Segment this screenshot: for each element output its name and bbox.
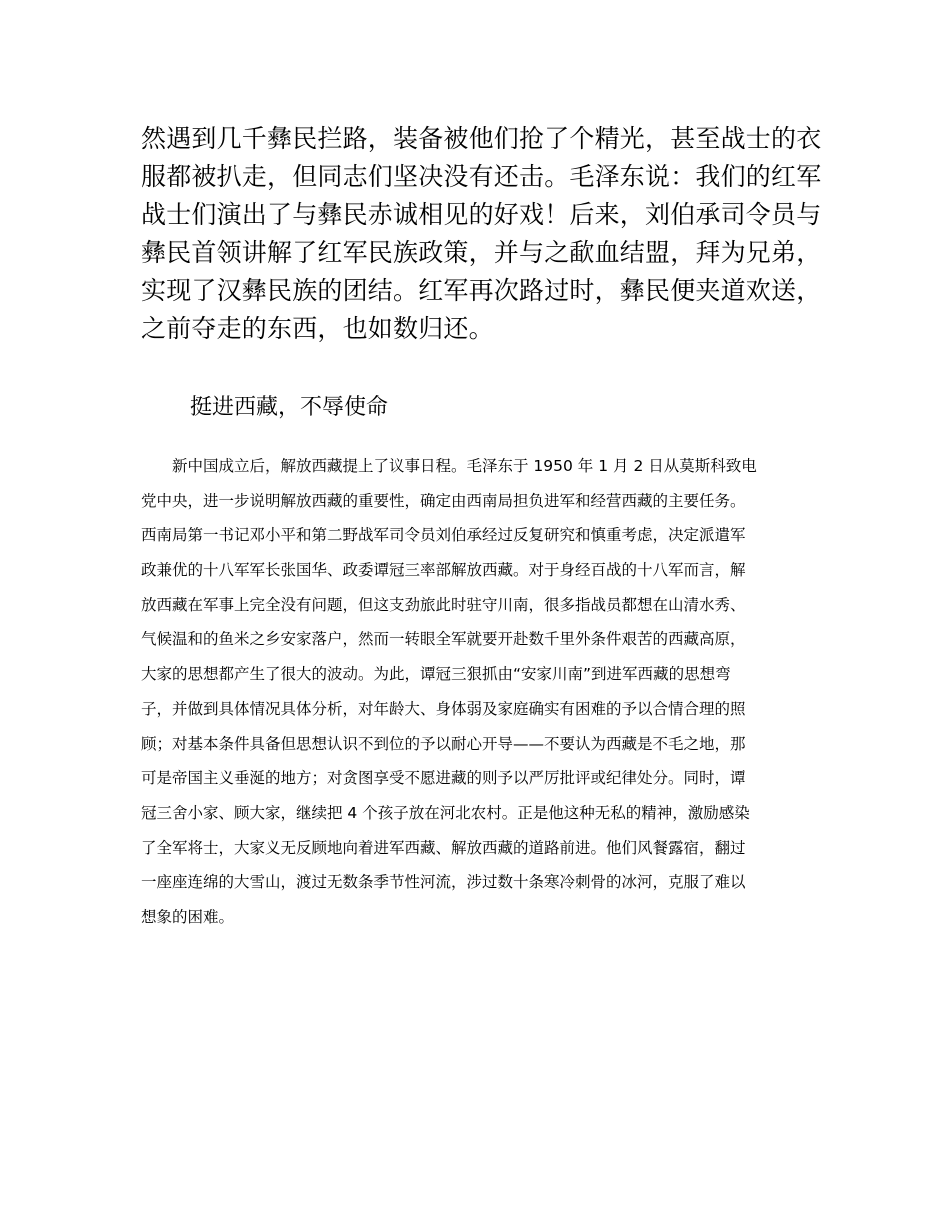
lead-paragraph <box>141 120 821 348</box>
lead-paragraph-line: 彝民首领讲解了红军民族政策，并与之歃血结盟，拜为兄弟， <box>141 238 822 267</box>
body-paragraph-line: 放西藏在军事上完全没有问题，但这支劲旅此时驻守川南，很多指战员都想在山清水秀、 <box>141 595 746 614</box>
body-paragraph-line: 西南局第一书记邓小平和第二野战军司令员刘伯承经过反复研究和慎重考虑，决定派遣军 <box>141 526 746 545</box>
body-paragraph-line: 想象的困难。 <box>141 907 235 926</box>
lead-paragraph-line: 之前夺走的东西，也如数归还。 <box>141 314 494 343</box>
section-heading: 挺进西藏，不辱使命 <box>190 395 389 420</box>
lead-paragraph-line: 服都被扒走，但同志们坚决没有还击。毛泽东说：我们的红军 <box>141 162 822 191</box>
lead-paragraph-line: 实现了汉彝民族的团结。红军再次路过时，彝民便夹道欢送， <box>141 276 822 305</box>
lead-paragraph-line: 然遇到几千彝民拦路，装备被他们抢了个精光，甚至战士的衣 <box>141 124 822 153</box>
body-paragraph-line: 子，并做到具体情况具体分析，对年龄大、身体弱及家庭确实有困难的予以合情合理的照 <box>141 699 746 718</box>
body-paragraph-line: 了全军将士，大家义无反顾地向着进军西藏、解放西藏的道路前进。他们风餐露宿，翻过 <box>141 838 746 857</box>
body-paragraph-line: 顾；对基本条件具备但思想认识不到位的予以耐心开导——不要认为西藏是不毛之地，那 <box>141 734 746 753</box>
body-paragraph-line: 党中央，进一步说明解放西藏的重要性，确定由西南局担负进军和经营西藏的主要任务。 <box>141 491 746 510</box>
lead-paragraph-line: 战士们演出了与彝民赤诚相见的好戏！后来，刘伯承司令员与 <box>141 200 822 229</box>
body-paragraph-line: 可是帝国主义垂涎的地方；对贪图享受不愿进藏的则予以严厉批评或纪律处分。同时，谭 <box>141 769 746 788</box>
body-paragraph <box>141 449 821 935</box>
body-paragraph-line: 气候温和的鱼米之乡安家落户，然而一转眼全军就要开赴数千里外条件艰苦的西藏高原， <box>141 630 746 649</box>
body-paragraph-line: 新中国成立后，解放西藏提上了议事日程。毛泽东于 1950 年 1 月 2 日从莫斯科致电 <box>141 457 757 475</box>
body-paragraph-line: 政兼优的十八军军长张国华、政委谭冠三率部解放西藏。对于身经百战的十八军而言，解 <box>141 561 746 580</box>
body-paragraph-line: 一座座连绵的大雪山，渡过无数条季节性河流，涉过数十条寒冷刺骨的冰河，克服了难以 <box>141 873 746 892</box>
body-paragraph-line: 冠三舍小家、顾大家，继续把 4 个孩子放在河北农村。正是他这种无私的精神，激励感染 <box>141 803 750 822</box>
body-paragraph-line: 大家的思想都产生了很大的波动。为此，谭冠三狠抓由“安家川南”到进军西藏的思想弯 <box>141 665 731 684</box>
